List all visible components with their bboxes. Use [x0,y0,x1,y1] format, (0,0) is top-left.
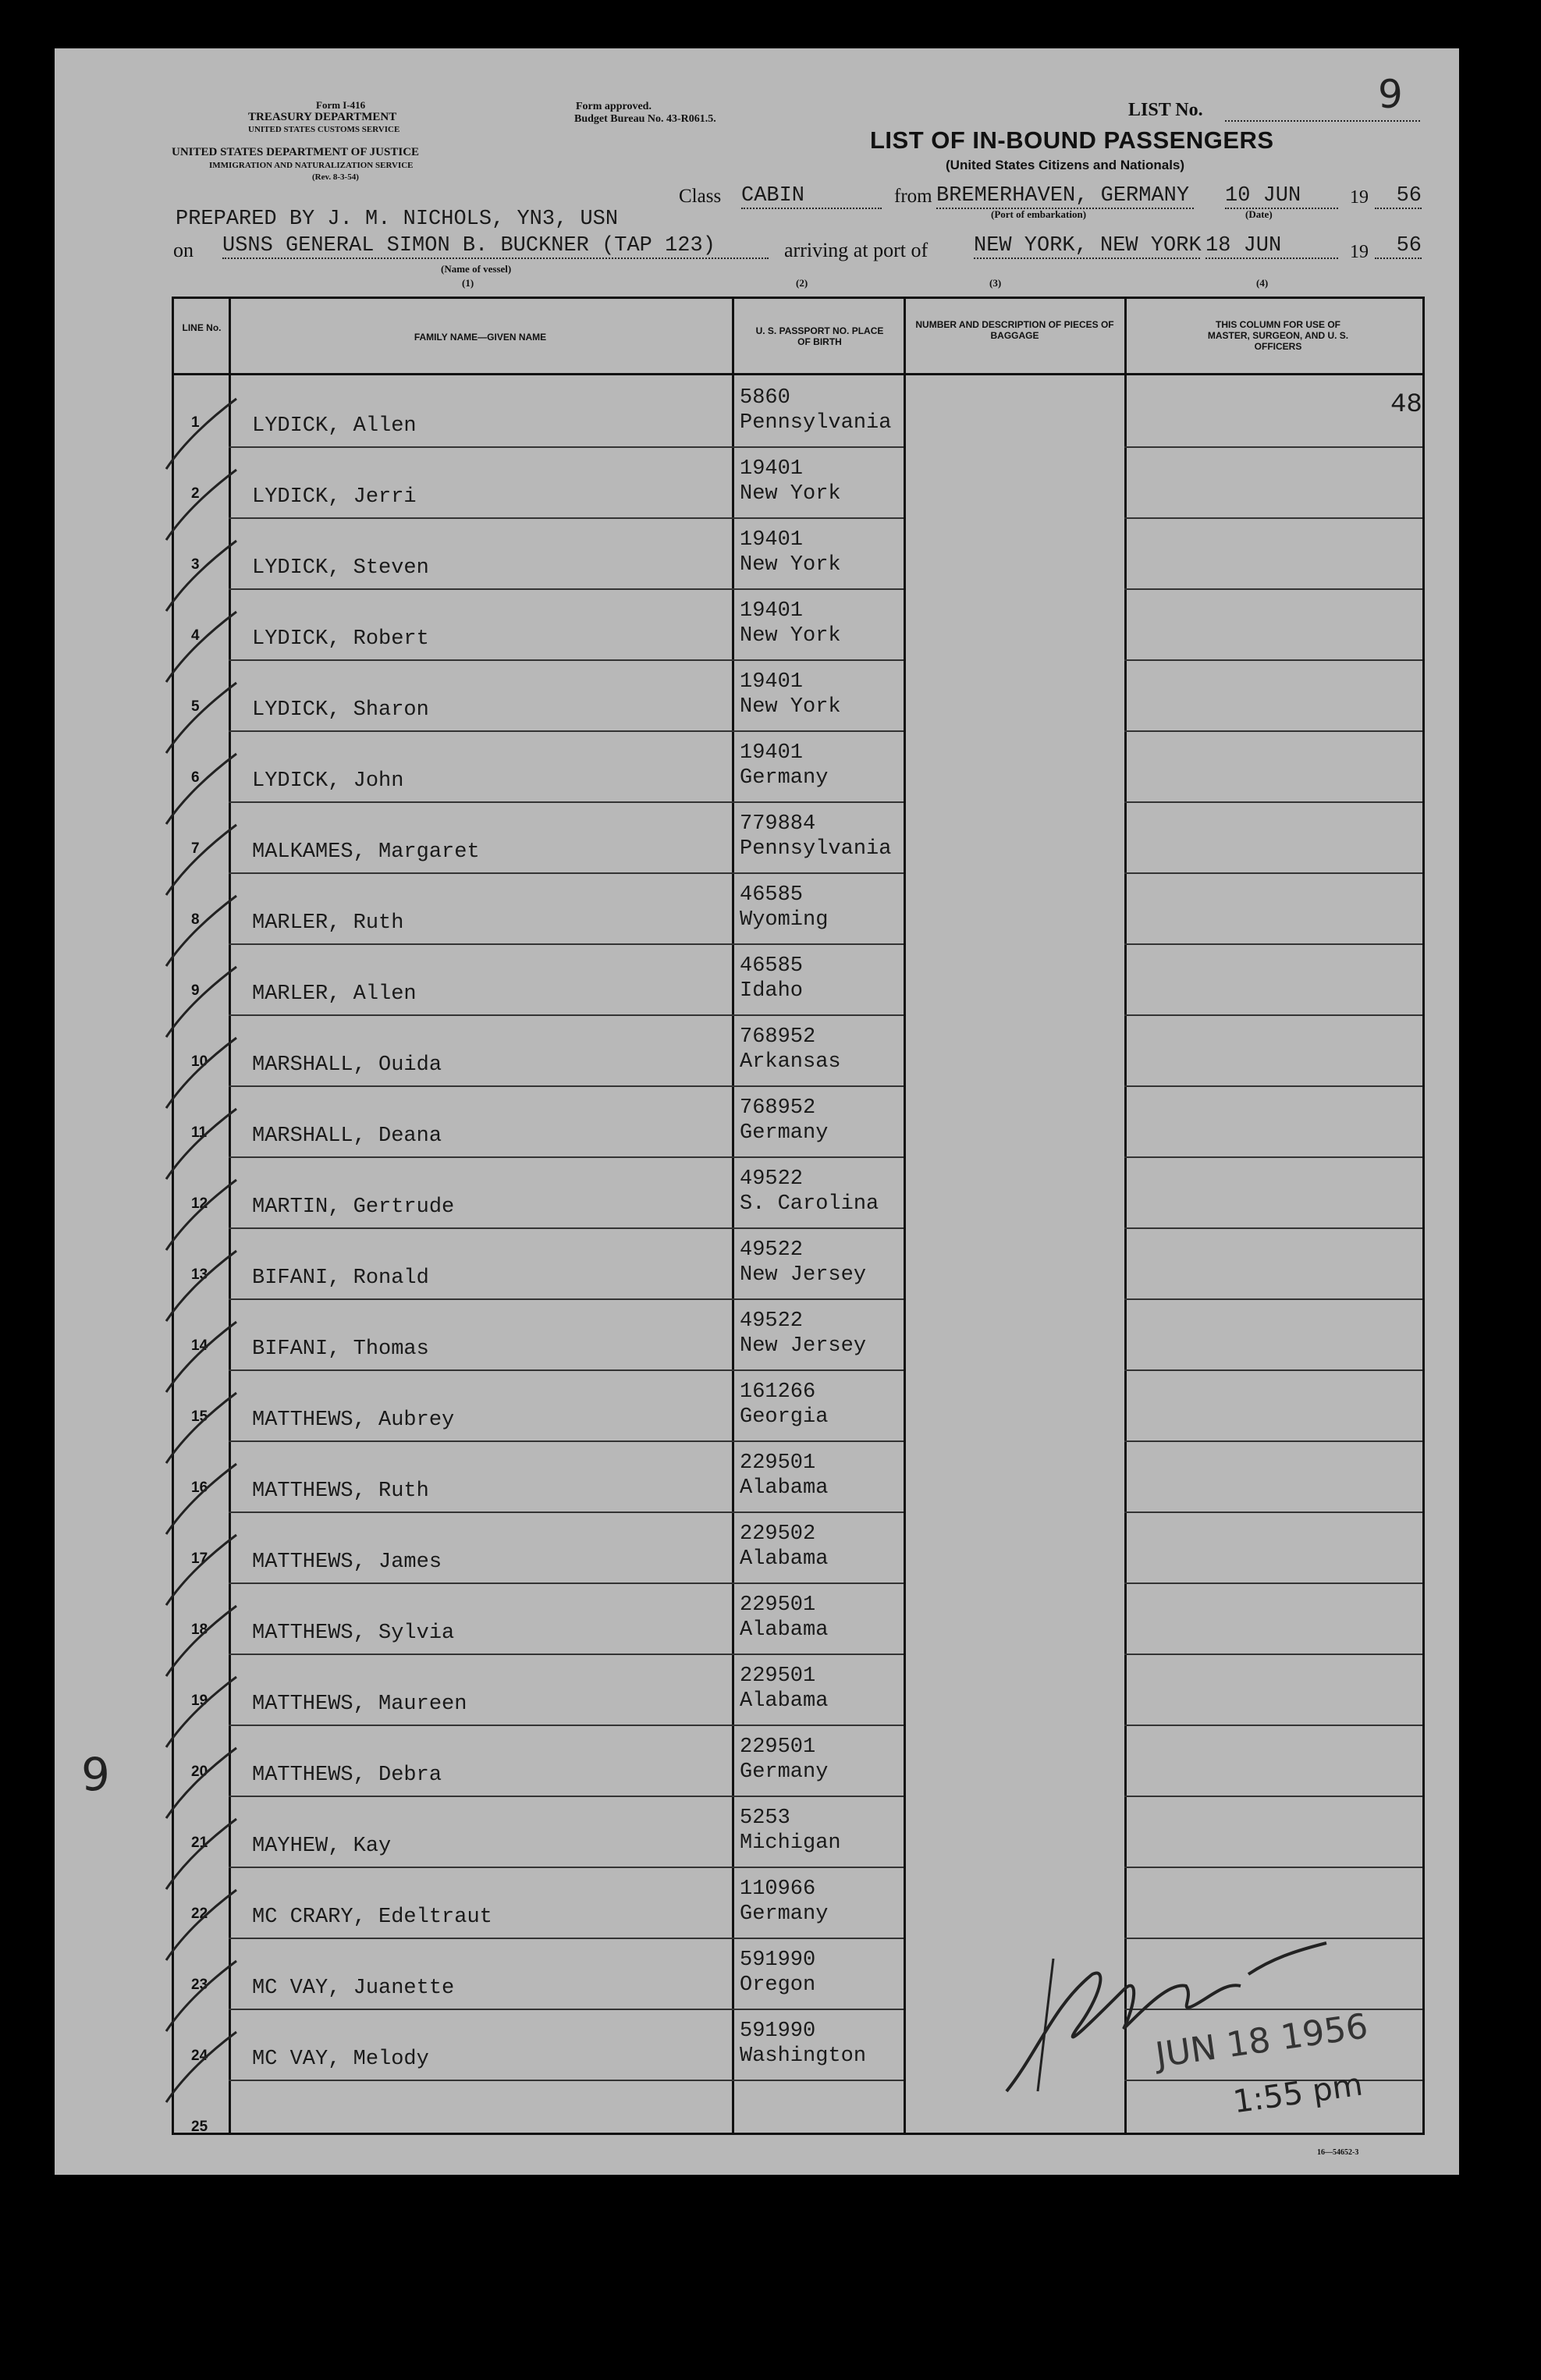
row-rule [229,1938,904,1939]
form-approved: Form approved. [576,101,652,112]
passport-number: 49522 [740,1167,804,1191]
punch-hole [1471,2341,1510,2380]
treasury-line: TREASURY DEPARTMENT [248,111,397,123]
passport-number: 5253 [740,1806,790,1830]
line-number: 19 [191,1693,208,1709]
place-of-birth: Georgia [740,1405,829,1429]
row-rule [229,1014,904,1016]
passenger-name: MATTHEWS, Sylvia [252,1622,455,1645]
row-rule [229,446,904,448]
row-rule [229,1583,904,1584]
line-number: 3 [191,556,200,573]
row-rule [229,1298,904,1300]
margin-note: 9 [81,1748,110,1801]
arrival-port: NEW YORK, NEW YORK [974,234,1202,258]
passenger-name: MC CRARY, Edeltraut [252,1906,492,1929]
passport-number: 768952 [740,1025,816,1049]
place-of-birth: Idaho [740,979,804,1003]
passenger-name: LYDICK, Sharon [252,698,429,722]
col-number-4: (4) [1256,277,1269,289]
passenger-name: MARLER, Allen [252,982,417,1006]
header-passport: U. S. PASSPORT NO. PLACE OF BIRTH [755,325,884,347]
col-number-1: (1) [462,277,474,289]
row-rule [1124,730,1422,732]
line-number: 7 [191,840,200,857]
row-rule [229,588,904,590]
place-of-birth: Alabama [740,1618,829,1642]
line-number: 2 [191,485,200,502]
line-number: 10 [191,1053,208,1070]
row-rule [229,872,904,874]
place-of-birth: Pennsylvania [740,411,892,435]
passport-number: 229502 [740,1522,816,1546]
header-baggage: NUMBER AND DESCRIPTION OF PIECES OF BAGGAGE [915,319,1114,341]
line-number: 14 [191,1337,208,1354]
class-value: CABIN [741,184,882,209]
vessel-name: USNS GENERAL SIMON B. BUCKNER (TAP 123) [222,234,769,259]
line-number: 18 [191,1622,208,1638]
passport-number: 19401 [740,599,804,623]
header-name: FAMILY NAME—GIVEN NAME [414,332,547,343]
passport-number: 161266 [740,1380,816,1404]
row-rule [1124,446,1422,448]
row-rule [229,517,904,519]
row-rule [229,943,904,945]
embarkation-date: 10 JUN [1225,184,1338,209]
passport-number: 19401 [740,528,804,552]
place-of-birth: Arkansas [740,1050,841,1074]
row-rule [1124,1796,1422,1797]
date-caption: (Date) [1245,208,1273,220]
passenger-name: MALKAMES, Margaret [252,840,480,864]
line-number: 12 [191,1195,208,1212]
line-number: 8 [191,911,200,928]
passenger-name: MC VAY, Melody [252,2048,429,2071]
customs-line: UNITED STATES CUSTOMS SERVICE [248,125,400,134]
line-number: 13 [191,1266,208,1283]
port-caption: (Port of embarkation) [991,208,1087,220]
passenger-name: MC VAY, Juanette [252,1977,455,2000]
row-rule [1124,1725,1422,1726]
place-of-birth: Alabama [740,1689,829,1713]
place-of-birth: Pennsylvania [740,837,892,861]
line-number: 4 [191,627,200,644]
line-number: 16 [191,1480,208,1496]
row-rule [229,1369,904,1371]
passport-number: 229501 [740,1735,816,1759]
line-number: 25 [191,2119,208,2135]
passenger-name: MATTHEWS, Maureen [252,1693,467,1716]
row-rule [229,1725,904,1726]
check-mark [158,2024,244,2110]
passenger-name: BIFANI, Thomas [252,1337,429,1361]
place-of-birth: New York [740,695,841,719]
arrival-year: 56 [1375,234,1422,259]
row-rule [229,730,904,732]
row-rule [229,1654,904,1655]
passenger-name: MATTHEWS, Ruth [252,1480,429,1503]
passport-number: 229501 [740,1451,816,1475]
passport-number: 46585 [740,883,804,907]
passport-number: 49522 [740,1309,804,1333]
line-number: 21 [191,1835,208,1851]
line-number: 20 [191,1764,208,1780]
row-rule [229,2009,904,2010]
passport-number: 591990 [740,2019,816,2043]
time-note: 1:55 pm [1230,2066,1365,2121]
row-rule [229,1085,904,1087]
passenger-name: MATTHEWS, James [252,1551,442,1574]
row-rule [229,1440,904,1442]
row-rule [1124,1298,1422,1300]
row-rule [1124,943,1422,945]
passport-number: 49522 [740,1238,804,1262]
page-title: LIST OF IN-BOUND PASSENGERS [870,126,1274,154]
place-of-birth: New York [740,624,841,648]
header-divider [174,373,1422,375]
row-rule [1124,517,1422,519]
passenger-name: MARTIN, Gertrude [252,1195,455,1219]
row-rule [1124,588,1422,590]
place-of-birth: Germany [740,1121,829,1145]
revision-line: (Rev. 8-3-54) [312,172,359,182]
col-divider [732,299,734,2133]
line-number: 11 [191,1124,208,1141]
line-number: 6 [191,769,200,786]
place-of-birth: S. Carolina [740,1192,879,1216]
row-rule [229,2080,904,2081]
arriving-label: arriving at port of [784,239,929,261]
row-rule [1124,1227,1422,1229]
class-label: Class [679,186,722,207]
row-rule [229,1511,904,1513]
place-of-birth: New Jersey [740,1334,867,1358]
passport-number: 19401 [740,741,804,765]
row-rule [229,1796,904,1797]
date-stamp: JUN 18 1956 [1152,2006,1371,2076]
ins-line: IMMIGRATION AND NATURALIZATION SERVICE [209,161,414,170]
row-rule [1124,1583,1422,1584]
row-rule [1124,1867,1422,1868]
form-number: Form I-416 [316,99,366,111]
passenger-name: LYDICK, John [252,769,404,793]
line-number: 9 [191,982,200,999]
passenger-name: LYDICK, Allen [252,414,417,438]
line-number: 24 [191,2048,208,2064]
list-no-label: LIST No. [1128,100,1203,120]
port-of-embarkation: BREMERHAVEN, GERMANY [936,184,1194,209]
passenger-name: LYDICK, Jerri [252,485,417,509]
row-rule [1124,1369,1422,1371]
line-number: 17 [191,1551,208,1567]
passenger-name: MARSHALL, Deana [252,1124,442,1148]
year-prefix-2: 19 [1350,242,1369,262]
passenger-name: LYDICK, Robert [252,627,429,651]
prepared-by: PREPARED BY J. M. NICHOLS, YN3, USN [176,208,619,231]
row-rule [229,1156,904,1158]
passport-number: 46585 [740,954,804,978]
passenger-name: MARLER, Ruth [252,911,404,935]
passport-number: 229501 [740,1593,816,1617]
page-subtitle: (United States Citizens and Nationals) [946,158,1185,172]
place-of-birth: New Jersey [740,1263,867,1287]
row-rule [1124,1511,1422,1513]
row-rule [1124,1014,1422,1016]
place-of-birth: Michigan [740,1831,841,1855]
passport-number: 229501 [740,1664,816,1688]
place-of-birth: Germany [740,1902,829,1926]
budget-bureau: Budget Bureau No. 43-R061.5. [574,113,716,125]
passenger-name: MARSHALL, Ouida [252,1053,442,1077]
passenger-name: MATTHEWS, Aubrey [252,1408,455,1432]
place-of-birth: Alabama [740,1547,829,1571]
row-rule [1124,1085,1422,1087]
line-number: 1 [191,414,200,431]
line-number: 22 [191,1906,208,1922]
passport-number: 19401 [740,670,804,694]
passenger-count: 48 [1390,390,1422,420]
form-code: 16—54652-3 [1317,2148,1359,2157]
passport-number: 5860 [740,386,790,410]
line-number: 15 [191,1408,208,1425]
passenger-name: LYDICK, Steven [252,556,429,580]
arrival-date: 18 JUN [1205,234,1338,259]
place-of-birth: Germany [740,1760,829,1784]
passport-number: 19401 [740,457,804,481]
on-label: on [173,239,194,261]
passenger-table [172,297,1425,2135]
row-rule [1124,872,1422,874]
line-number: 5 [191,698,200,715]
row-rule [1124,801,1422,803]
col-number-3: (3) [989,277,1002,289]
place-of-birth: Oregon [740,1973,816,1997]
col-divider [1124,299,1127,2133]
passport-number: 591990 [740,1948,816,1972]
justice-line: UNITED STATES DEPARTMENT OF JUSTICE [172,146,420,158]
place-of-birth: Alabama [740,1476,829,1500]
row-rule [1124,1440,1422,1442]
passport-number: 110966 [740,1877,816,1901]
passenger-name: MAYHEW, Kay [252,1835,392,1858]
row-rule [229,1867,904,1868]
place-of-birth: Germany [740,766,829,790]
place-of-birth: New York [740,482,841,506]
line-number: 23 [191,1977,208,1993]
row-rule [229,801,904,803]
list-no-value: 9 [1378,72,1403,117]
col-number-2: (2) [796,277,808,289]
col-divider [904,299,906,2133]
row-rule [1124,1654,1422,1655]
header-line-no: LINE No. [182,322,222,333]
passport-number: 779884 [740,812,816,836]
place-of-birth: Washington [740,2044,867,2068]
row-rule [229,1227,904,1229]
passenger-name: BIFANI, Ronald [252,1266,429,1290]
place-of-birth: Wyoming [740,908,829,932]
place-of-birth: New York [740,553,841,577]
from-label: from [894,186,932,207]
passport-number: 768952 [740,1096,816,1120]
passenger-name: MATTHEWS, Debra [252,1764,442,1787]
header-officers: THIS COLUMN FOR USE OF MASTER, SURGEON, AND U. S. OFFICERS [1207,319,1349,352]
row-rule [229,659,904,661]
vessel-caption: (Name of vessel) [441,263,512,275]
row-rule [1124,1156,1422,1158]
embarkation-year: 56 [1375,184,1422,209]
row-rule [1124,659,1422,661]
year-prefix: 19 [1350,187,1369,208]
